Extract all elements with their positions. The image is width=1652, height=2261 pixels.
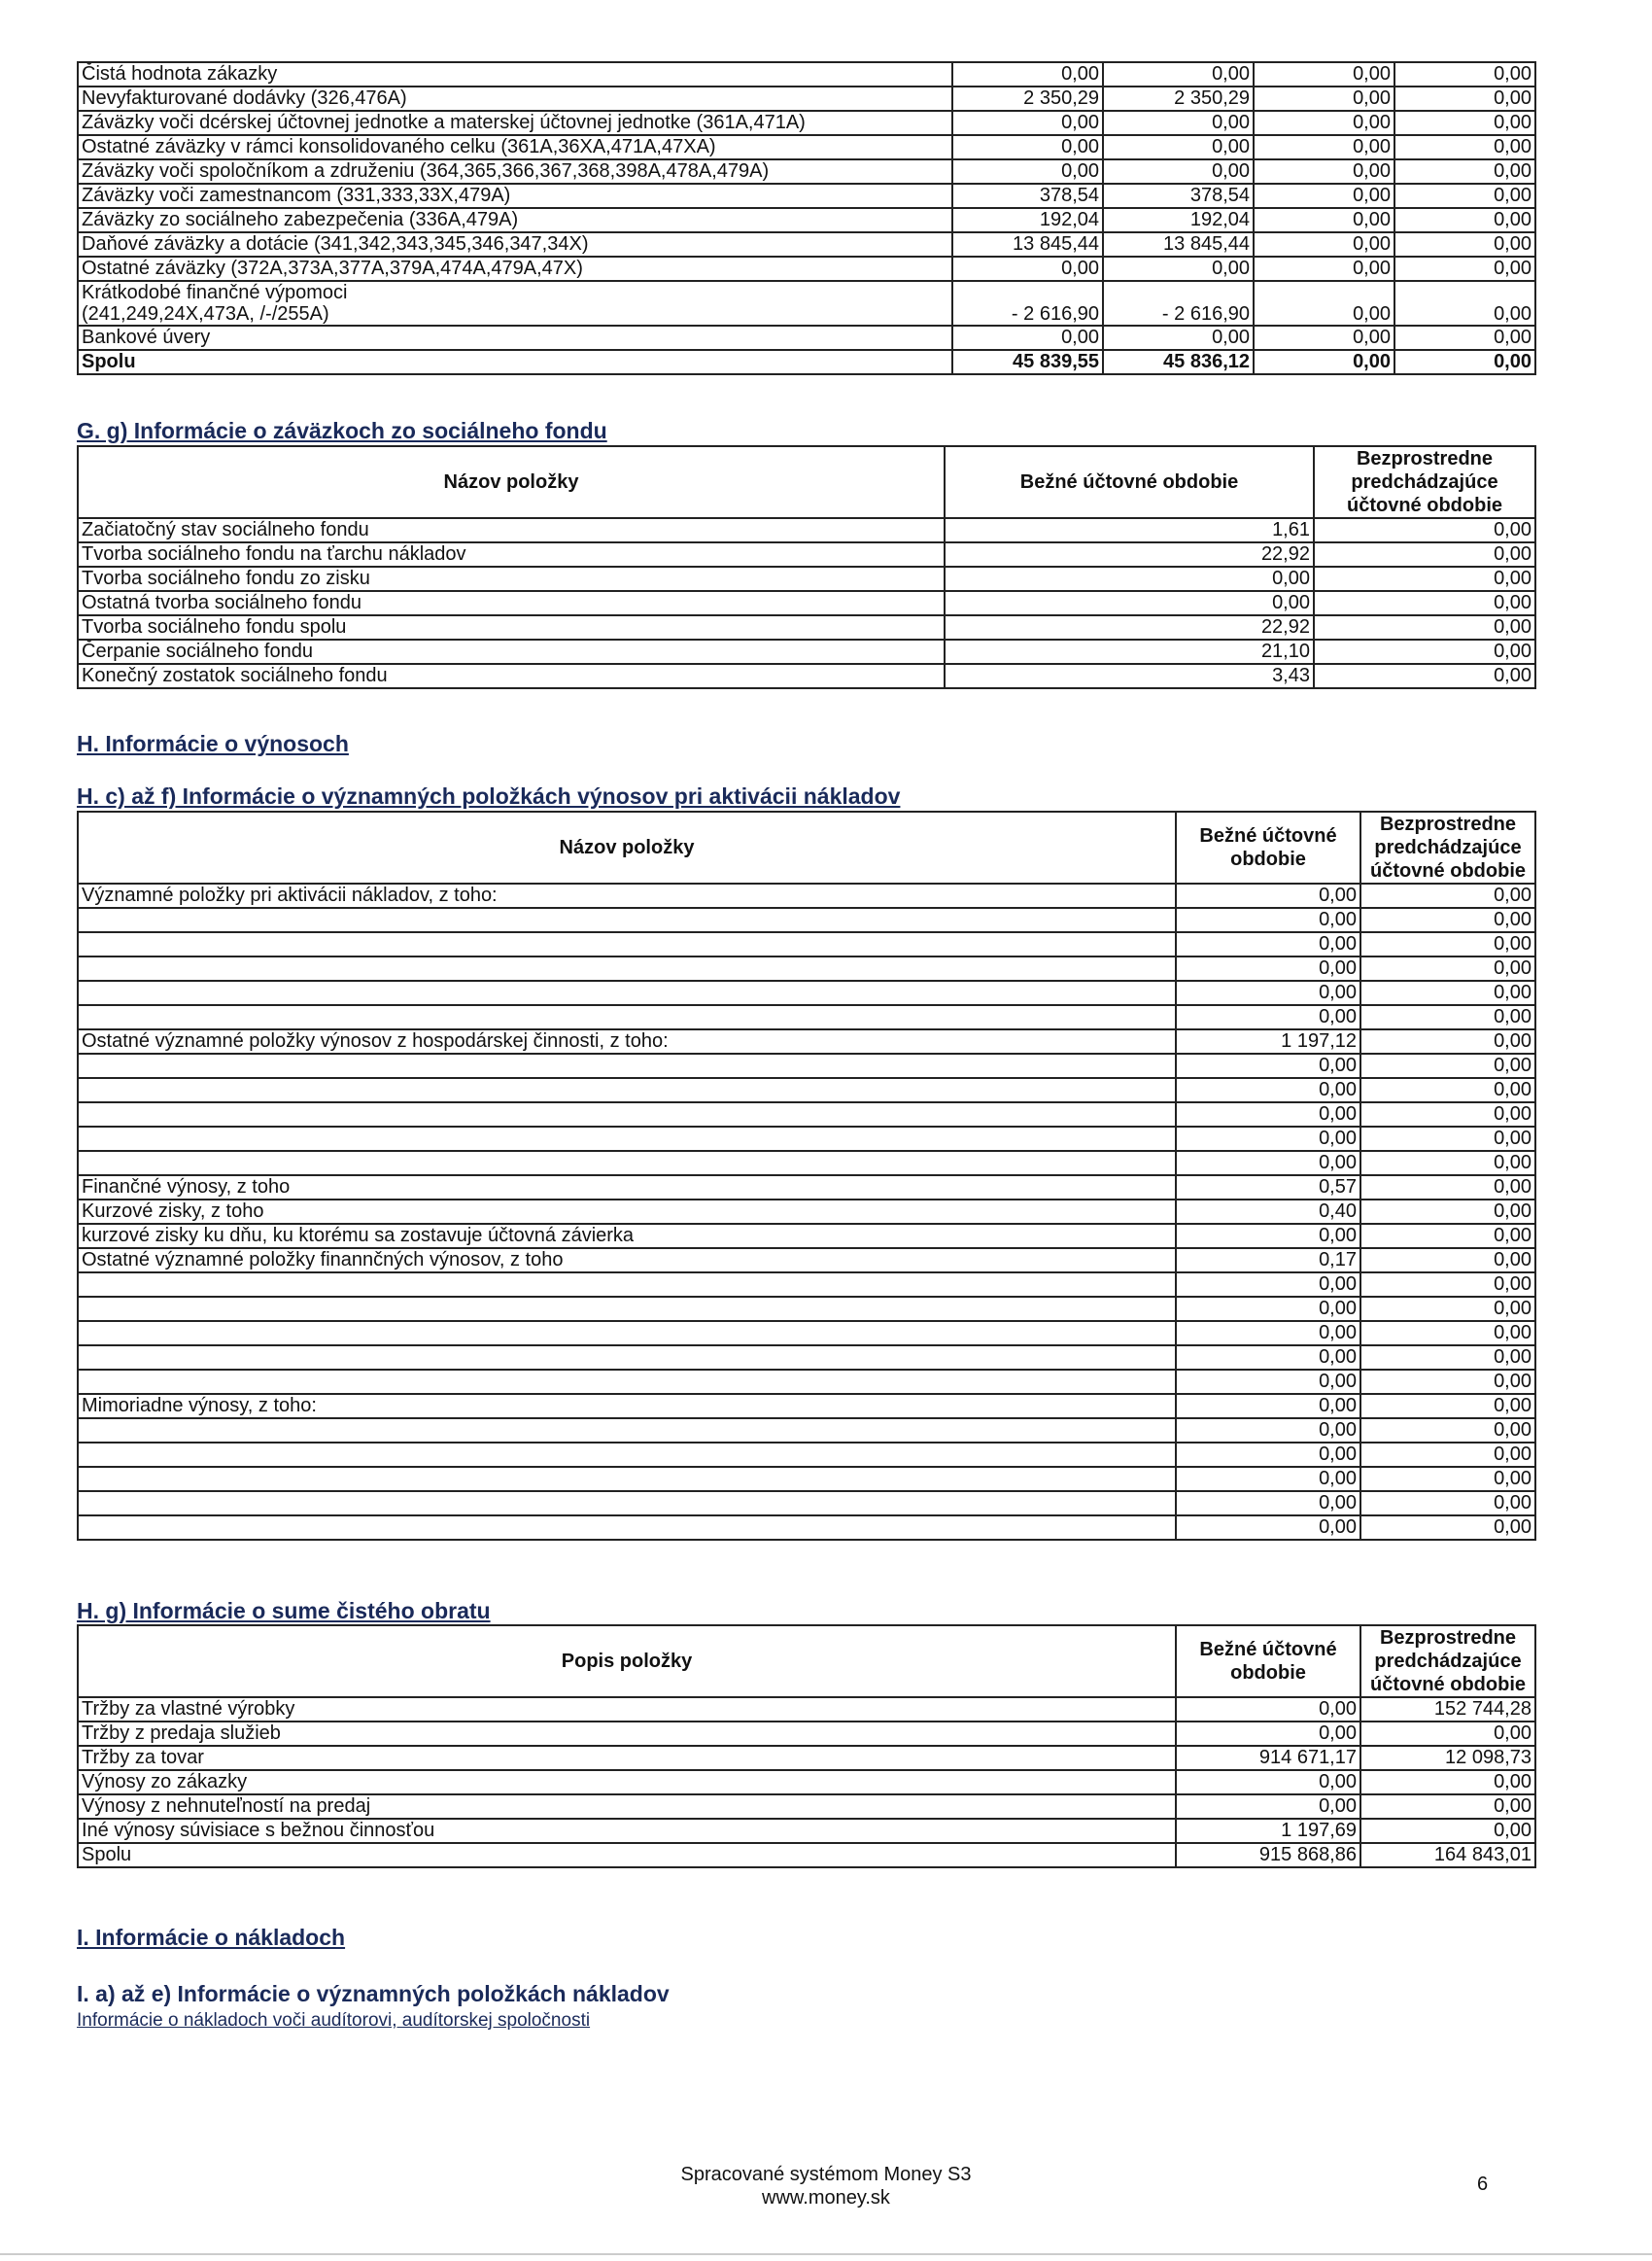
row-label <box>78 981 1176 1005</box>
row-value: 45 839,55 <box>952 350 1103 374</box>
table-row <box>78 184 1535 208</box>
row-value: 0,00 <box>1254 135 1394 159</box>
row-current-value: 22,92 <box>945 542 1314 567</box>
table-row <box>78 664 1535 688</box>
row-label <box>78 1297 1176 1321</box>
row-label <box>78 1127 1176 1151</box>
row-prev-value: 0,00 <box>1360 1394 1535 1418</box>
row-prev-value: 0,00 <box>1360 1515 1535 1540</box>
row-label: Záväzky voči zamestnancom (331,333,33X,479A) <box>78 184 952 208</box>
row-label <box>78 908 1176 932</box>
row-label: Bankové úvery <box>78 326 952 350</box>
row-prev-value: 0,00 <box>1360 1467 1535 1491</box>
row-value: 13 845,44 <box>952 232 1103 257</box>
row-value: 0,00 <box>1394 135 1535 159</box>
row-label <box>78 932 1176 957</box>
row-value: 2 350,29 <box>1103 87 1254 111</box>
row-current-value: 914 671,17 <box>1176 1746 1360 1770</box>
row-value: 0,00 <box>1254 159 1394 184</box>
row-current-value: 0,00 <box>1176 1418 1360 1443</box>
section-i-subtitle: I. a) až e) Informácie o významných položkách nákladov <box>77 1981 670 2006</box>
row-label: Mimoriadne výnosy, z toho: <box>78 1394 1176 1418</box>
row-label: Záväzky zo sociálneho zabezpečenia (336A,479A) <box>78 208 952 232</box>
row-current-value: 0,00 <box>1176 1054 1360 1078</box>
row-value: 0,00 <box>1103 135 1254 159</box>
row-prev-value: 12 098,73 <box>1360 1746 1535 1770</box>
table-row <box>78 1418 1535 1443</box>
row-value: 0,00 <box>952 159 1103 184</box>
table-row <box>78 957 1535 981</box>
table-row <box>78 1200 1535 1224</box>
col-prev-header: Bezprostredne predchádzajúce účtovné obdobie <box>1314 446 1535 518</box>
row-value: 0,00 <box>1394 281 1535 326</box>
table-row <box>78 1370 1535 1394</box>
row-prev-value: 0,00 <box>1360 1345 1535 1370</box>
row-current-value: 915 868,86 <box>1176 1843 1360 1867</box>
row-value: 0,00 <box>1103 257 1254 281</box>
row-prev-value: 164 843,01 <box>1360 1843 1535 1867</box>
page-number: 6 <box>1477 2174 1489 2195</box>
table-row <box>78 135 1535 159</box>
row-value: - 2 616,90 <box>1103 281 1254 326</box>
row-prev-value: 0,00 <box>1360 957 1535 981</box>
row-label <box>78 1443 1176 1467</box>
row-label: Finančné výnosy, z toho <box>78 1175 1176 1200</box>
row-label <box>78 1005 1176 1029</box>
row-value: 0,00 <box>1254 350 1394 374</box>
table-row <box>78 567 1535 591</box>
row-value: 0,00 <box>1394 87 1535 111</box>
table-row <box>78 1819 1535 1843</box>
row-label <box>78 1345 1176 1370</box>
row-current-value: 0,57 <box>1176 1175 1360 1200</box>
table-row <box>78 1321 1535 1345</box>
bottom-divider <box>0 2253 1652 2255</box>
row-label <box>78 1102 1176 1127</box>
row-current-value: 0,00 <box>945 567 1314 591</box>
row-value: 0,00 <box>1394 159 1535 184</box>
row-label <box>78 1151 1176 1175</box>
row-label: Začiatočný stav sociálneho fondu <box>78 518 945 542</box>
row-label: Daňové záväzky a dotácie (341,342,343,345,346,347,34X) <box>78 232 952 257</box>
row-current-value: 0,00 <box>1176 1078 1360 1102</box>
row-prev-value: 0,00 <box>1360 1200 1535 1224</box>
table-row <box>78 62 1535 87</box>
row-current-value: 0,00 <box>1176 1770 1360 1794</box>
table-row <box>78 208 1535 232</box>
row-prev-value: 0,00 <box>1314 567 1535 591</box>
row-value: 0,00 <box>1103 62 1254 87</box>
table-row <box>78 542 1535 567</box>
row-value: 0,00 <box>1254 184 1394 208</box>
row-prev-value: 0,00 <box>1360 981 1535 1005</box>
row-label: Ostatná tvorba sociálneho fondu <box>78 591 945 615</box>
row-prev-value: 0,00 <box>1360 1819 1535 1843</box>
row-prev-value: 152 744,28 <box>1360 1697 1535 1722</box>
row-label: Konečný zostatok sociálneho fondu <box>78 664 945 688</box>
table-row <box>78 1345 1535 1370</box>
table-row <box>78 1722 1535 1746</box>
row-current-value: 1 197,69 <box>1176 1819 1360 1843</box>
row-label: Tržby za tovar <box>78 1746 1176 1770</box>
row-value: 0,00 <box>1394 208 1535 232</box>
row-current-value: 0,00 <box>1176 981 1360 1005</box>
row-current-value: 0,00 <box>1176 1127 1360 1151</box>
total-row <box>78 350 1535 374</box>
row-current-value: 0,00 <box>1176 1297 1360 1321</box>
row-value: 0,00 <box>1254 111 1394 135</box>
row-current-value: 0,00 <box>1176 1224 1360 1248</box>
table-row <box>78 1102 1535 1127</box>
row-value: 0,00 <box>1394 326 1535 350</box>
row-prev-value: 0,00 <box>1314 542 1535 567</box>
row-label: Významné položky pri aktivácii nákladov, z toho: <box>78 884 1176 908</box>
footer-line2: www.money.sk <box>762 2187 890 2209</box>
row-value: 0,00 <box>952 326 1103 350</box>
row-current-value: 0,00 <box>1176 1697 1360 1722</box>
row-prev-value: 0,00 <box>1314 591 1535 615</box>
row-current-value: 3,43 <box>945 664 1314 688</box>
row-current-value: 21,10 <box>945 640 1314 664</box>
row-current-value: 0,40 <box>1176 1200 1360 1224</box>
social-fund-table <box>77 445 1536 689</box>
row-label: Spolu <box>78 1843 1176 1867</box>
row-label <box>78 1054 1176 1078</box>
row-current-value: 0,00 <box>1176 932 1360 957</box>
row-value: 0,00 <box>1254 208 1394 232</box>
row-prev-value: 0,00 <box>1360 1770 1535 1794</box>
row-label: Ostatné významné položky výnosov z hospodárskej činnosti, z toho: <box>78 1029 1176 1054</box>
table-row <box>78 1297 1535 1321</box>
row-label: Kurzové zisky, z toho <box>78 1200 1176 1224</box>
table-row <box>78 591 1535 615</box>
row-value: 0,00 <box>1394 232 1535 257</box>
section-g-title: G. g) Informácie o záväzkoch zo sociálneho fondu <box>77 418 607 443</box>
col-current-header: Bežné účtovné obdobie <box>1176 812 1360 884</box>
row-prev-value: 0,00 <box>1360 1321 1535 1345</box>
row-prev-value: 0,00 <box>1360 1794 1535 1819</box>
row-prev-value: 0,00 <box>1360 1224 1535 1248</box>
row-value: 192,04 <box>1103 208 1254 232</box>
row-label: Nevyfakturované dodávky (326,476A) <box>78 87 952 111</box>
table-row <box>78 932 1535 957</box>
row-label: Spolu <box>78 350 952 374</box>
row-current-value: 0,00 <box>1176 1151 1360 1175</box>
row-current-value: 0,00 <box>945 591 1314 615</box>
table-row <box>78 981 1535 1005</box>
row-value: 378,54 <box>1103 184 1254 208</box>
row-label <box>78 1515 1176 1540</box>
row-current-value: 0,00 <box>1176 1794 1360 1819</box>
row-prev-value: 0,00 <box>1360 1272 1535 1297</box>
row-value: 0,00 <box>1254 326 1394 350</box>
row-label: Tržby za vlastné výrobky <box>78 1697 1176 1722</box>
row-current-value: 0,00 <box>1176 884 1360 908</box>
row-label: Tržby z predaja služieb <box>78 1722 1176 1746</box>
row-value: 378,54 <box>952 184 1103 208</box>
row-value: 0,00 <box>1254 62 1394 87</box>
table-row <box>78 1248 1535 1272</box>
row-value: 0,00 <box>952 111 1103 135</box>
col-name-header: Popis položky <box>78 1625 1176 1697</box>
section-h-title: H. Informácie o výnosoch <box>77 731 349 756</box>
row-label <box>78 1418 1176 1443</box>
row-prev-value: 0,00 <box>1360 1443 1535 1467</box>
row-current-value: 1 197,12 <box>1176 1029 1360 1054</box>
table-row <box>78 1443 1535 1467</box>
table-row <box>78 1175 1535 1200</box>
row-prev-value: 0,00 <box>1314 615 1535 640</box>
table-row <box>78 1272 1535 1297</box>
table-row <box>78 1843 1535 1867</box>
row-prev-value: 0,00 <box>1314 518 1535 542</box>
table-row <box>78 1770 1535 1794</box>
footer <box>0 2163 1652 2209</box>
row-prev-value: 0,00 <box>1360 1297 1535 1321</box>
row-current-value: 0,00 <box>1176 1345 1360 1370</box>
row-prev-value: 0,00 <box>1360 1102 1535 1127</box>
row-label: Tvorba sociálneho fondu spolu <box>78 615 945 640</box>
section-h-subtitle: H. c) až f) Informácie o významných položkách výnosov pri aktivácii nákladov <box>77 783 901 809</box>
row-label: Iné výnosy súvisiace s bežnou činnosťou <box>78 1819 1176 1843</box>
row-value: 0,00 <box>952 257 1103 281</box>
row-current-value: 22,92 <box>945 615 1314 640</box>
col-current-header: Bežné účtovné obdobie <box>1176 1625 1360 1697</box>
table-row <box>78 518 1535 542</box>
row-prev-value: 0,00 <box>1314 640 1535 664</box>
row-prev-value: 0,00 <box>1360 1248 1535 1272</box>
table-row <box>78 87 1535 111</box>
row-value: 0,00 <box>1394 257 1535 281</box>
row-value: 0,00 <box>1254 281 1394 326</box>
row-label: Čerpanie sociálneho fondu <box>78 640 945 664</box>
col-prev-header: Bezprostredne predchádzajúce účtovné obdobie <box>1360 1625 1535 1697</box>
table-row <box>78 159 1535 184</box>
row-label: Ostatné záväzky (372A,373A,377A,379A,474A,479A,47X) <box>78 257 952 281</box>
row-label: Tvorba sociálneho fondu na ťarchu nákladov <box>78 542 945 567</box>
row-current-value: 0,00 <box>1176 957 1360 981</box>
row-label: Výnosy zo zákazky <box>78 1770 1176 1794</box>
table-row <box>78 1029 1535 1054</box>
table-row <box>78 326 1535 350</box>
liabilities-table <box>77 61 1536 375</box>
row-prev-value: 0,00 <box>1360 1370 1535 1394</box>
table-row <box>78 640 1535 664</box>
row-value: 0,00 <box>1103 111 1254 135</box>
row-value: 13 845,44 <box>1103 232 1254 257</box>
row-value: 0,00 <box>952 135 1103 159</box>
row-prev-value: 0,00 <box>1360 1054 1535 1078</box>
row-current-value: 0,00 <box>1176 1515 1360 1540</box>
table-row <box>78 908 1535 932</box>
table-row <box>78 1054 1535 1078</box>
footer-line1: Spracované systémom Money S3 <box>680 2164 972 2185</box>
row-prev-value: 0,00 <box>1360 1127 1535 1151</box>
row-label: kurzové zisky ku dňu, ku ktorému sa zostavuje účtovná závierka <box>78 1224 1176 1248</box>
row-prev-value: 0,00 <box>1360 908 1535 932</box>
row-value: 0,00 <box>1103 326 1254 350</box>
row-value: 0,00 <box>1394 62 1535 87</box>
table-row <box>78 257 1535 281</box>
row-label: Ostatné významné položky finannčných výnosov, z toho <box>78 1248 1176 1272</box>
row-value: 0,00 <box>952 62 1103 87</box>
row-label <box>78 1491 1176 1515</box>
row-current-value: 0,00 <box>1176 1321 1360 1345</box>
revenue-items-table <box>77 811 1536 1541</box>
row-label: Čistá hodnota zákazky <box>78 62 952 87</box>
auditor-costs-note: Informácie o nákladoch voči audítorovi, audítorskej spoločnosti <box>77 2010 591 2031</box>
row-prev-value: 0,00 <box>1360 1491 1535 1515</box>
table-row <box>78 232 1535 257</box>
col-name-header: Názov položky <box>78 812 1176 884</box>
row-label: Ostatné záväzky v rámci konsolidovaného celku (361A,36XA,471A,47XA) <box>78 135 952 159</box>
row-label <box>78 1272 1176 1297</box>
table-row <box>78 1224 1535 1248</box>
row-current-value: 0,00 <box>1176 1722 1360 1746</box>
col-prev-header: Bezprostredne predchádzajúce účtovné obdobie <box>1360 812 1535 884</box>
row-prev-value: 0,00 <box>1360 1005 1535 1029</box>
table-row <box>78 1746 1535 1770</box>
table-row <box>78 1697 1535 1722</box>
row-current-value: 0,00 <box>1176 1102 1360 1127</box>
section-hg-title: H. g) Informácie o sume čistého obratu <box>77 1598 491 1623</box>
row-prev-value: 0,00 <box>1360 1175 1535 1200</box>
table-row <box>78 1794 1535 1819</box>
row-value: 0,00 <box>1254 87 1394 111</box>
row-value: 192,04 <box>952 208 1103 232</box>
col-current-header: Bežné účtovné obdobie <box>945 446 1314 518</box>
col-name-header: Názov položky <box>78 446 945 518</box>
row-current-value: 0,00 <box>1176 1467 1360 1491</box>
row-current-value: 0,00 <box>1176 1370 1360 1394</box>
row-value: 0,00 <box>1394 184 1535 208</box>
row-value: 0,00 <box>1394 111 1535 135</box>
row-label <box>78 1467 1176 1491</box>
row-current-value: 1,61 <box>945 518 1314 542</box>
row-value: 0,00 <box>1394 350 1535 374</box>
row-prev-value: 0,00 <box>1360 932 1535 957</box>
row-current-value: 0,00 <box>1176 1394 1360 1418</box>
row-prev-value: 0,00 <box>1360 1029 1535 1054</box>
table-row <box>78 1515 1535 1540</box>
row-prev-value: 0,00 <box>1360 1151 1535 1175</box>
table-row <box>78 1394 1535 1418</box>
row-current-value: 0,17 <box>1176 1248 1360 1272</box>
row-value: - 2 616,90 <box>952 281 1103 326</box>
row-value: 2 350,29 <box>952 87 1103 111</box>
table-row <box>78 1127 1535 1151</box>
row-label: Záväzky voči dcérskej účtovnej jednotke a materskej účtovnej jednotke (361A,471A) <box>78 111 952 135</box>
row-current-value: 0,00 <box>1176 1443 1360 1467</box>
row-value: 0,00 <box>1103 159 1254 184</box>
row-label <box>78 1370 1176 1394</box>
row-label: Tvorba sociálneho fondu zo zisku <box>78 567 945 591</box>
row-value: 0,00 <box>1254 257 1394 281</box>
row-prev-value: 0,00 <box>1360 1418 1535 1443</box>
row-label <box>78 281 952 326</box>
row-label <box>78 1321 1176 1345</box>
row-label-line1: Krátkodobé finančné výpomoci <box>82 282 348 303</box>
row-label <box>78 1078 1176 1102</box>
row-prev-value: 0,00 <box>1360 1722 1535 1746</box>
table-row <box>78 1151 1535 1175</box>
table-row <box>78 1467 1535 1491</box>
row-current-value: 0,00 <box>1176 1005 1360 1029</box>
table-row <box>78 615 1535 640</box>
net-turnover-table <box>77 1624 1536 1868</box>
row-label: Záväzky voči spoločníkom a združeniu (364,365,366,367,368,398A,478A,479A) <box>78 159 952 184</box>
row-prev-value: 0,00 <box>1360 884 1535 908</box>
row-prev-value: 0,00 <box>1314 664 1535 688</box>
row-value: 45 836,12 <box>1103 350 1254 374</box>
row-prev-value: 0,00 <box>1360 1078 1535 1102</box>
table-row <box>78 1078 1535 1102</box>
section-i-title: I. Informácie o nákladoch <box>77 1925 346 1950</box>
row-label-line2: (241,249,24X,473A, /-/255A) <box>82 303 329 325</box>
row-current-value: 0,00 <box>1176 1272 1360 1297</box>
table-row <box>78 884 1535 908</box>
row-label: Výnosy z nehnuteľností na predaj <box>78 1794 1176 1819</box>
row-current-value: 0,00 <box>1176 908 1360 932</box>
row-current-value: 0,00 <box>1176 1491 1360 1515</box>
table-row <box>78 1005 1535 1029</box>
table-row <box>78 111 1535 135</box>
row-value: 0,00 <box>1254 232 1394 257</box>
table-row <box>78 281 1535 326</box>
table-row <box>78 1491 1535 1515</box>
row-label <box>78 957 1176 981</box>
